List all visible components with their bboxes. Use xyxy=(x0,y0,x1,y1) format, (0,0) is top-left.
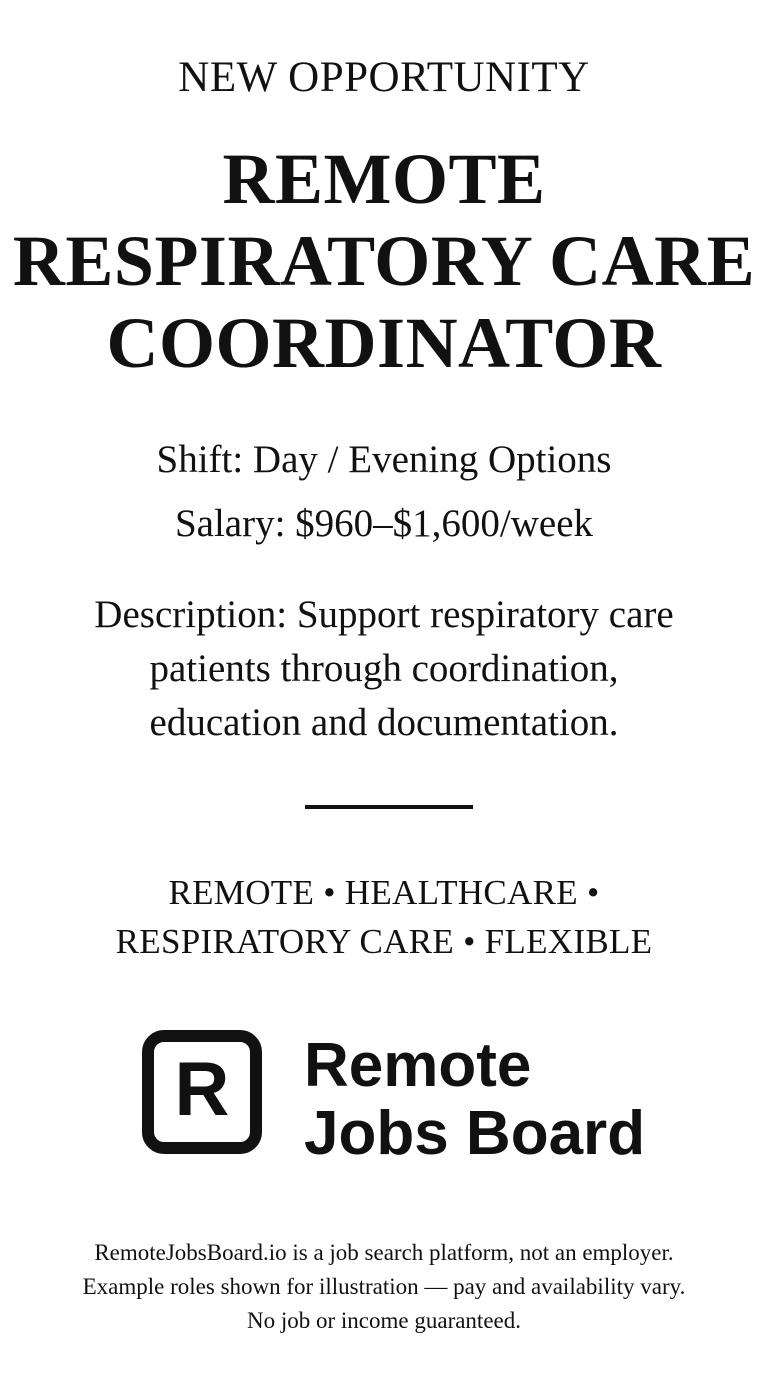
job-title xyxy=(0,138,768,384)
job-title-line-1: REMOTE xyxy=(222,139,546,219)
logo-mark-letter: R xyxy=(174,1047,230,1132)
tags-line-1: REMOTE • HEALTHCARE • xyxy=(168,873,600,912)
description-line-3: education and documentation. xyxy=(149,701,619,744)
logo-name-line-1: Remote xyxy=(304,1031,532,1100)
brand-logo xyxy=(142,1030,682,1180)
disclaimer-line-3: No job or income guaranteed. xyxy=(247,1308,521,1333)
disclaimer xyxy=(0,1236,768,1338)
shift-text: Shift: Day / Evening Options xyxy=(156,438,612,481)
section-divider xyxy=(305,805,473,809)
job-description xyxy=(0,588,768,750)
disclaimer-line-2: Example roles shown for illustration — pay and availability vary. xyxy=(82,1274,686,1299)
description-line-1: Description: Support respiratory care xyxy=(94,593,674,636)
eyebrow-label: NEW OPPORTUNITY xyxy=(178,54,590,101)
logo-wordmark xyxy=(304,1032,645,1168)
disclaimer-line-1: RemoteJobsBoard.io is a job search platform, not an employer. xyxy=(94,1240,674,1265)
job-tags xyxy=(0,868,768,966)
rounded-square-r-logo-icon xyxy=(142,1030,262,1154)
job-details xyxy=(0,428,768,556)
logo-name-line-2: Jobs Board xyxy=(304,1099,646,1168)
salary-text: Salary: $960–$1,600/week xyxy=(174,502,594,545)
description-line-2: patients through coordination, xyxy=(149,647,619,690)
job-title-line-2: RESPIRATORY CARE xyxy=(12,221,756,301)
job-title-line-3: COORDINATOR xyxy=(106,303,662,383)
tags-line-2: RESPIRATORY CARE • FLEXIBLE xyxy=(115,922,653,961)
